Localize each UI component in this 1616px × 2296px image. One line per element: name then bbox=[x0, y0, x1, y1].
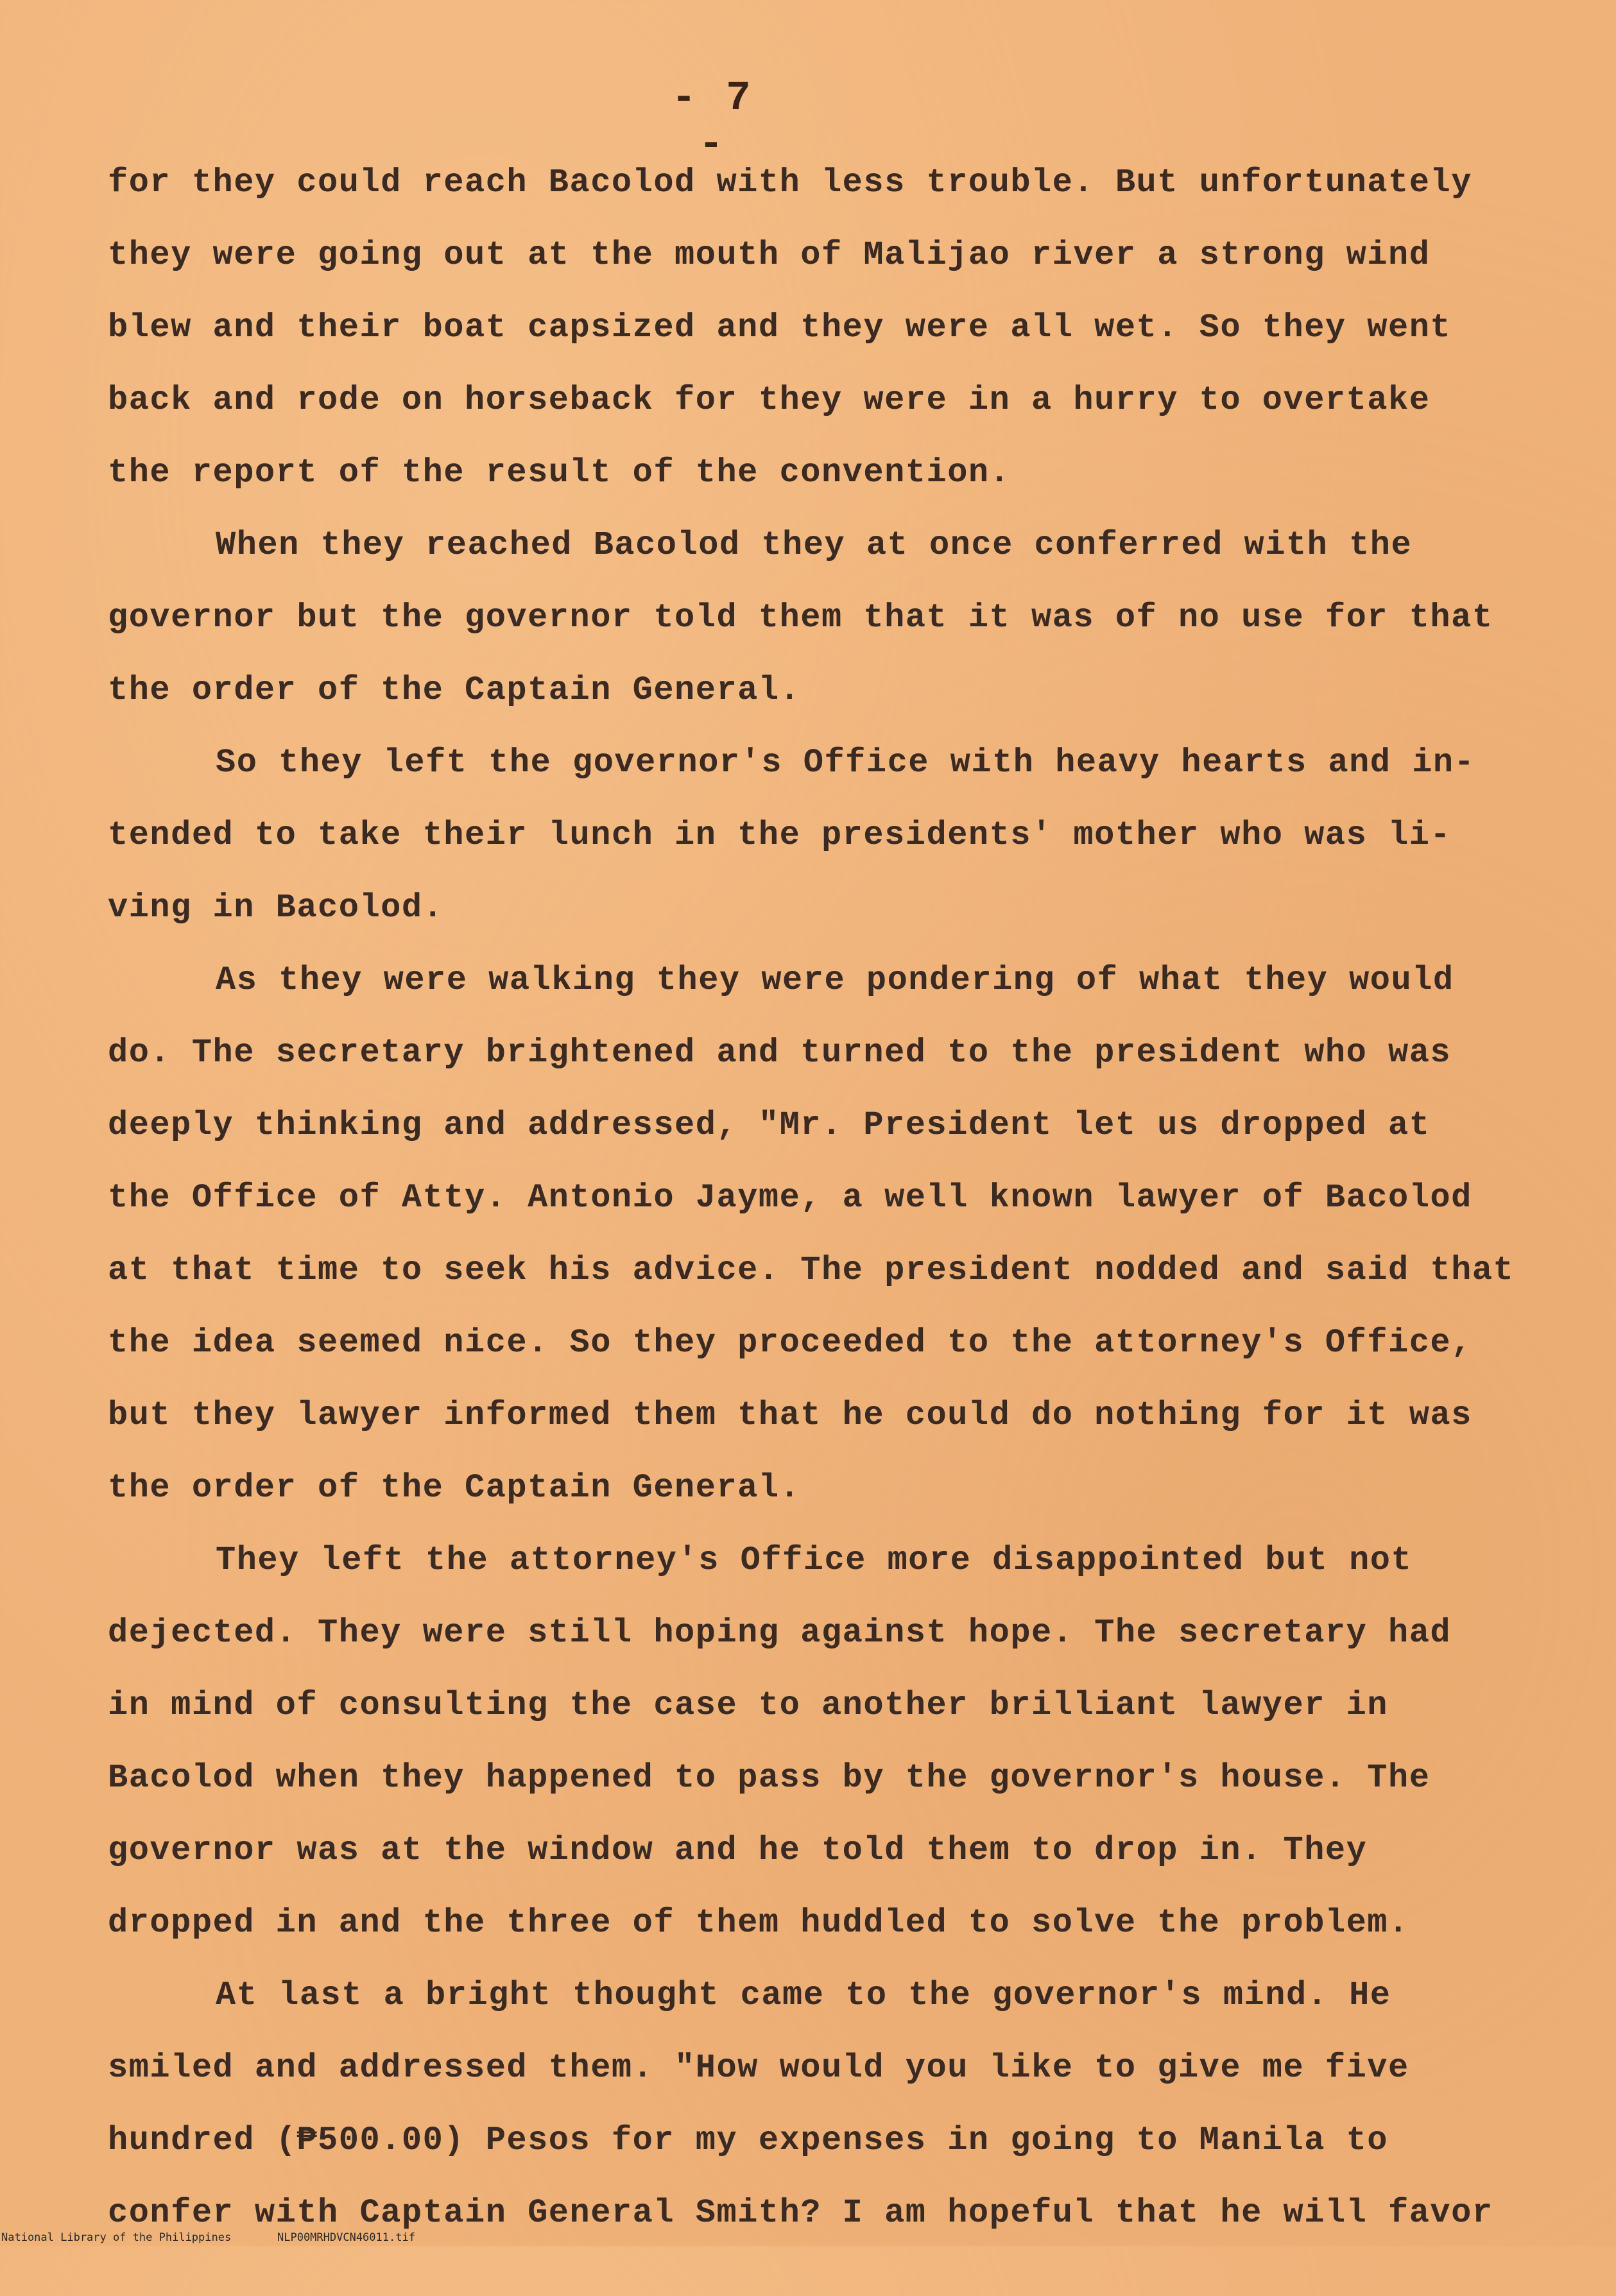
paragraph-start-line: As they were walking they were pondering of what they would bbox=[216, 961, 1454, 999]
text-line: but they lawyer informed them that he could do nothing for it was bbox=[108, 1396, 1472, 1434]
footer-filename: NLP00MRHDVCN46011.tif bbox=[277, 2231, 415, 2244]
text-line: the idea seemed nice. So they proceeded to the attorney's Office, bbox=[108, 1324, 1472, 1362]
text-line: Bacolod when they happened to pass by the governor's house. The bbox=[108, 1759, 1431, 1797]
text-line: governor was at the window and he told them to drop in. They bbox=[108, 1831, 1368, 1869]
text-line: they were going out at the mouth of Malijao river a strong wind bbox=[108, 236, 1431, 274]
text-line: in mind of consulting the case to another brilliant lawyer in bbox=[108, 1686, 1389, 1724]
text-line: blew and their boat capsized and they were all wet. So they went bbox=[108, 309, 1452, 347]
text-line: governor but the governor told them that it was of no use for that bbox=[108, 599, 1493, 637]
text-line: back and rode on horseback for they were in a hurry to overtake bbox=[108, 381, 1431, 419]
text-line: do. The secretary brightened and turned to the president who was bbox=[108, 1034, 1452, 1072]
paragraph-start-line: So they left the governor's Office with heavy hearts and in- bbox=[216, 744, 1475, 782]
paragraph-start-line: When they reached Bacolod they at once conferred with the bbox=[216, 526, 1413, 564]
text-line: at that time to seek his advice. The president nodded and said that bbox=[108, 1251, 1515, 1289]
paragraph-start-line: At last a bright thought came to the governor's mind. He bbox=[216, 1976, 1391, 2014]
text-line: ving in Bacolod. bbox=[108, 889, 444, 927]
page-number: - 7 - bbox=[671, 76, 753, 168]
text-line: dropped in and the three of them huddled to solve the problem. bbox=[108, 1904, 1409, 1942]
text-line: the Office of Atty. Antonio Jayme, a well known lawyer of Bacolod bbox=[108, 1179, 1472, 1217]
text-line: dejected. They were still hoping against hope. The secretary had bbox=[108, 1614, 1452, 1652]
text-line: deeply thinking and addressed, "Mr. President let us dropped at bbox=[108, 1106, 1431, 1144]
text-line: the report of the result of the convention. bbox=[108, 454, 1011, 492]
text-line: tended to take their lunch in the presidents' mother who was li- bbox=[108, 816, 1452, 854]
paragraph-start-line: They left the attorney's Office more disappointed but not bbox=[216, 1541, 1413, 1579]
text-line: smiled and addressed them. "How would you like to give me five bbox=[108, 2049, 1409, 2087]
footer-source: National Library of the Philippines bbox=[1, 2231, 232, 2244]
body-text bbox=[108, 146, 1584, 2249]
text-line: confer with Captain General Smith? I am hopeful that he will favor bbox=[108, 2194, 1493, 2232]
scan-footer bbox=[0, 2229, 1616, 2246]
text-line: for they could reach Bacolod with less trouble. But unfortunately bbox=[108, 164, 1472, 201]
text-line: the order of the Captain General. bbox=[108, 1469, 801, 1507]
text-line: the order of the Captain General. bbox=[108, 671, 801, 709]
text-line: hundred (₱500.00) Pesos for my expenses in going to Manila to bbox=[108, 2121, 1389, 2159]
